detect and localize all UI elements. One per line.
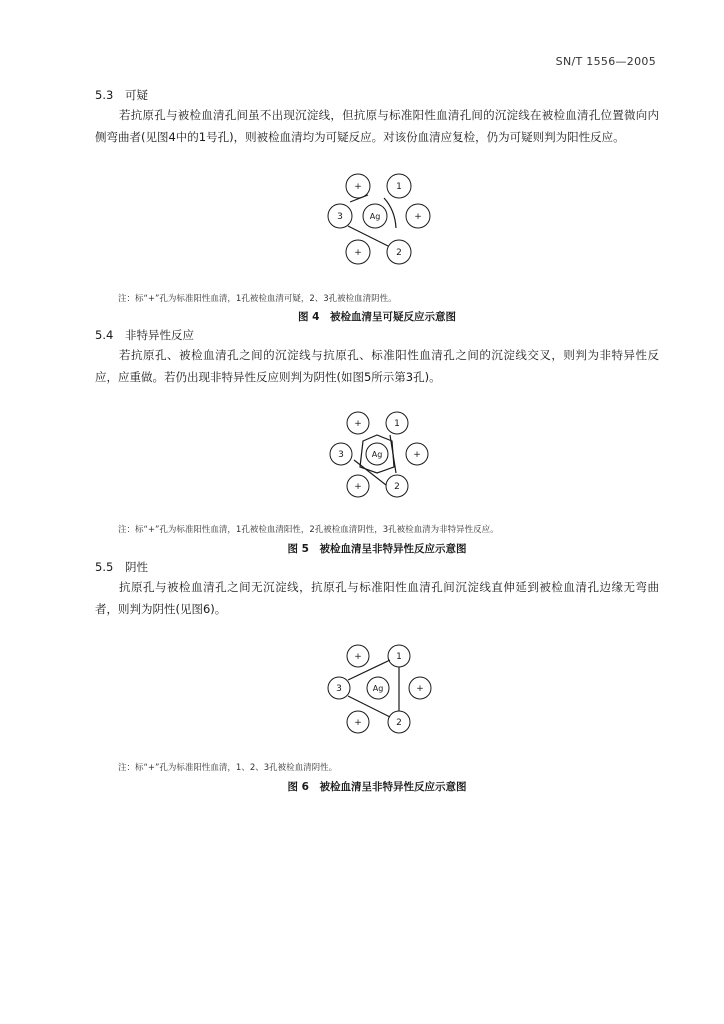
well-label: Ag: [371, 450, 383, 459]
well-label: +: [413, 450, 421, 460]
section-title: 可疑: [125, 88, 148, 102]
well-label: +: [354, 182, 362, 192]
well-label: +: [354, 482, 362, 492]
well-label: 2: [396, 248, 402, 258]
well-label: 3: [336, 684, 342, 694]
figure-4-diagram: [310, 168, 440, 274]
well-label: Ag: [372, 684, 384, 693]
well-label: +: [354, 419, 362, 429]
section-number: 5.4: [95, 328, 114, 342]
figure-note: 注：标“+”孔为标准阳性血清，1孔被检血清阳性，2孔被检血清阴性，3孔被检血清为非特异性反应。: [118, 525, 499, 535]
figure-5-diagram: [320, 405, 430, 505]
well-label: +: [416, 684, 424, 694]
figure-note: 注：标“+”孔为标准阳性血清，1、2、3孔被检血清阴性。: [118, 763, 338, 773]
standard-number: SN/T 1556—2005: [555, 55, 656, 68]
figure-note: 注：标“+”孔为标准阳性血清，1孔被检血清可疑，2、3孔被检血清阴性。: [118, 294, 397, 304]
section-paragraph: 若抗原孔、被检血清孔之间的沉淀线与抗原孔、标准阳性血清孔之间的沉淀线交叉，则判为非特异性反应，应重做。若仍出现非特异性反应则判为阴性(如图5所示第3孔)。: [95, 348, 659, 384]
section-number: 5.3: [95, 88, 114, 102]
figure-caption: 图 6 被检血清呈非特异性反应示意图: [287, 781, 467, 793]
figure-6-diagram: [318, 638, 438, 740]
well-label: 2: [394, 482, 400, 492]
well-label: 3: [338, 450, 344, 460]
section-title: 阴性: [125, 560, 148, 574]
well-label: 1: [396, 182, 402, 192]
section-paragraph: 抗原孔与被检血清孔之间无沉淀线，抗原孔与标准阳性血清孔间沉淀线直伸延到被检血清孔边缘无弯曲者，则判为阴性(见图6)。: [95, 580, 659, 616]
well-label: 1: [396, 652, 402, 662]
well-label: 3: [337, 212, 343, 222]
figure-caption: 图 4 被检血清呈可疑反应示意图: [298, 311, 456, 323]
figure-caption: 图 5 被检血清呈非特异性反应示意图: [287, 543, 467, 555]
section-heading-5-5: [95, 559, 148, 575]
section-heading-5-3: [95, 87, 148, 103]
section-paragraph: 若抗原孔与被检血清孔间虽不出现沉淀线，但抗原与标准阳性血清孔间的沉淀线在被检血清孔位置微向内侧弯曲者(见图4中的1号孔)，则被检血清均为可疑反应。对该份血清应复检，仍为可疑则判为阳性反应。: [95, 108, 659, 144]
well-label: 1: [394, 419, 400, 429]
well-label: +: [354, 718, 362, 728]
well-label: 2: [396, 718, 402, 728]
well-label: +: [354, 248, 362, 258]
well-label: Ag: [369, 212, 381, 221]
section-heading-5-4: [95, 327, 194, 343]
well-label: +: [414, 212, 422, 222]
section-number: 5.5: [95, 560, 114, 574]
section-title: 非特异性反应: [125, 328, 194, 342]
well-label: +: [354, 652, 362, 662]
